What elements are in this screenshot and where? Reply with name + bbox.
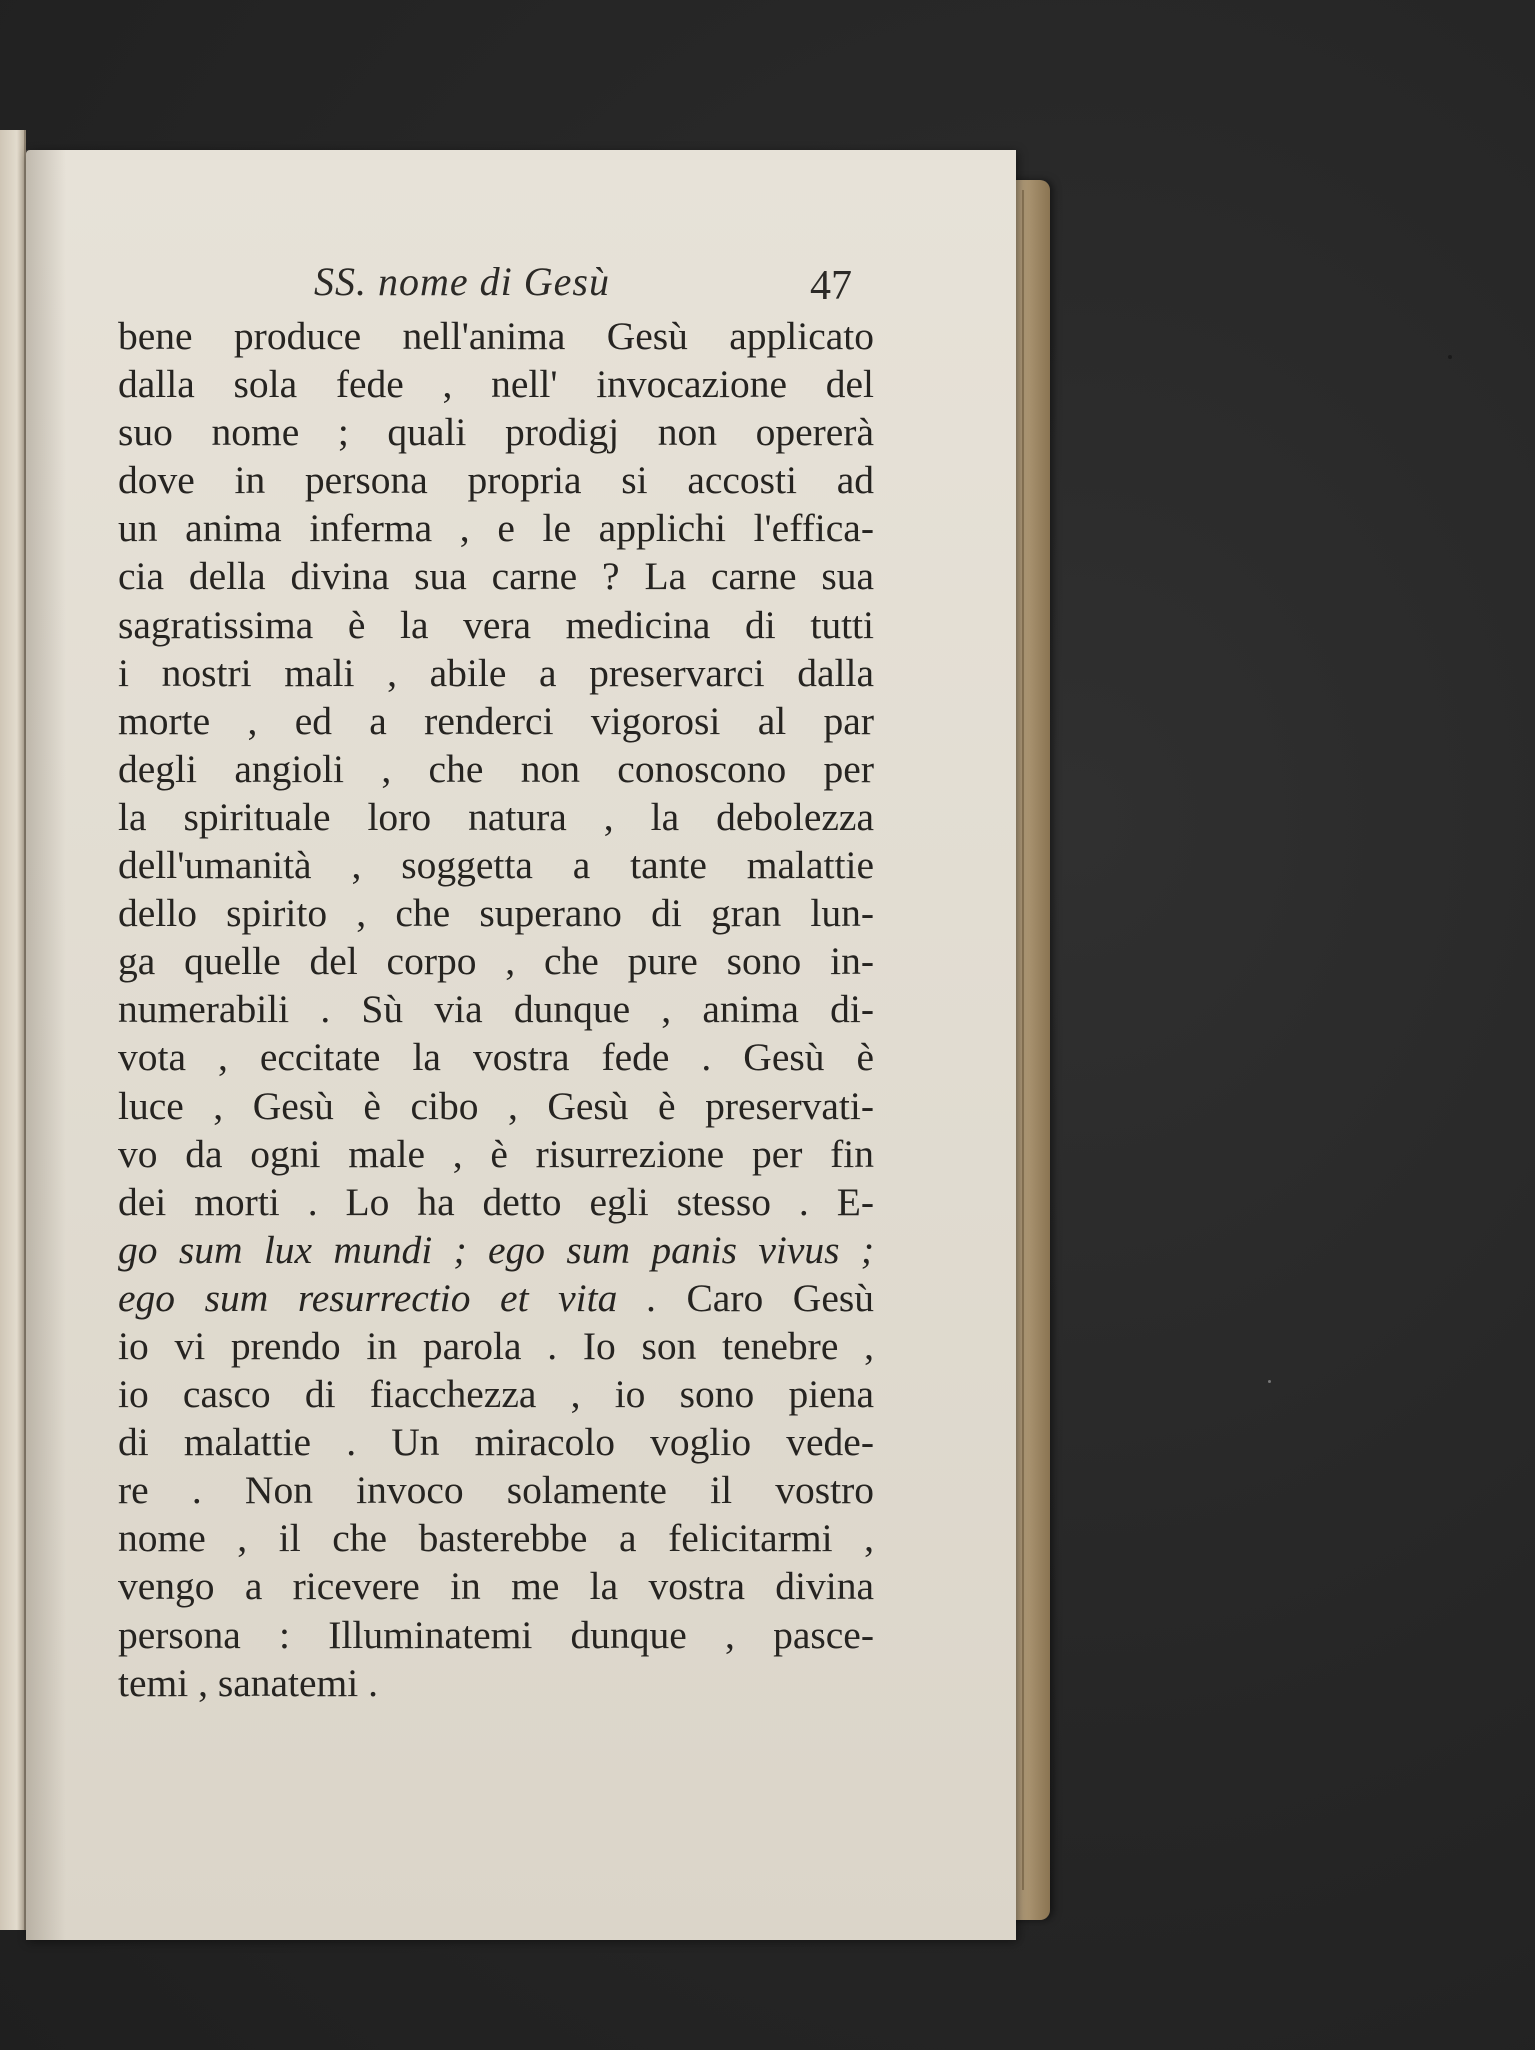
latin-quote-fragment: ego sum resurrectio et vita . bbox=[118, 1275, 657, 1320]
text-line: dalla sola fede , nell' invocazione del bbox=[118, 362, 874, 407]
latin-quote-line: go sum lux mundi ; ego sum panis vivus ; bbox=[118, 1227, 874, 1272]
latin-quote-mixed-line bbox=[118, 1274, 874, 1322]
page-number: 47 bbox=[810, 263, 852, 309]
dust-speck bbox=[1268, 1380, 1271, 1383]
text-line: dell'umanità , soggetta a tante malattie bbox=[118, 843, 874, 888]
text-line: persona : Illuminatemi dunque , pasce- bbox=[118, 1612, 874, 1657]
running-title: SS. nome di Gesù bbox=[314, 259, 610, 304]
text-line: vengo a ricevere in me la vostra divina bbox=[118, 1564, 874, 1609]
text-line: dei morti . Lo ha detto egli stesso . E- bbox=[118, 1179, 874, 1224]
text-line: bene produce nell'anima Gesù applicato bbox=[118, 314, 874, 358]
text-line: vota , eccitate la vostra fede . Gesù è bbox=[118, 1035, 874, 1080]
text-line: nome , il che basterebbe a felicitarmi , bbox=[118, 1516, 874, 1561]
text-line: degli angioli , che non conoscono per bbox=[118, 746, 874, 791]
text-line: luce , Gesù è cibo , Gesù è preservati- bbox=[118, 1083, 874, 1128]
page-edge-line bbox=[1022, 190, 1024, 1890]
text-line: dove in persona propria si accosti ad bbox=[118, 458, 874, 503]
text-line: sagratissima è la vera medicina di tutti bbox=[118, 602, 874, 647]
text-line: suo nome ; quali prodigj non opererà bbox=[118, 410, 874, 455]
text-line: i nostri mali , abile a preservarci dalla bbox=[118, 650, 874, 695]
text-line-last: temi , sanatemi . bbox=[118, 1660, 378, 1705]
text-line: morte , ed a renderci vigorosi al par bbox=[118, 698, 874, 743]
text-line: vo da ogni male , è risurrezione per fin bbox=[118, 1131, 874, 1176]
running-head bbox=[120, 258, 880, 318]
latin-tail: Caro Gesù bbox=[686, 1275, 874, 1320]
text-line: io casco di fiacchezza , io sono piena bbox=[118, 1372, 874, 1417]
body-text bbox=[118, 312, 874, 1707]
text-line: re . Non invoco solamente il vostro bbox=[118, 1468, 874, 1513]
text-line: di malattie . Un miracolo voglio vede- bbox=[118, 1420, 874, 1465]
dust-speck bbox=[1448, 355, 1452, 359]
text-line: cia della divina sua carne ? La carne sua bbox=[118, 554, 874, 599]
text-line: la spirituale loro natura , la debolezza bbox=[118, 794, 874, 839]
text-line: dello spirito , che superano di gran lun- bbox=[118, 891, 874, 936]
text-line: un anima inferma , e le applichi l'effica- bbox=[118, 506, 874, 551]
text-line: ga quelle del corpo , che pure sono in- bbox=[118, 939, 874, 984]
previous-page-edge bbox=[0, 130, 26, 1930]
gutter-shadow bbox=[26, 150, 66, 1940]
text-line: numerabili . Sù via dunque , anima di- bbox=[118, 987, 874, 1032]
text-line: io vi prendo in parola . Io son tenebre , bbox=[118, 1323, 874, 1368]
